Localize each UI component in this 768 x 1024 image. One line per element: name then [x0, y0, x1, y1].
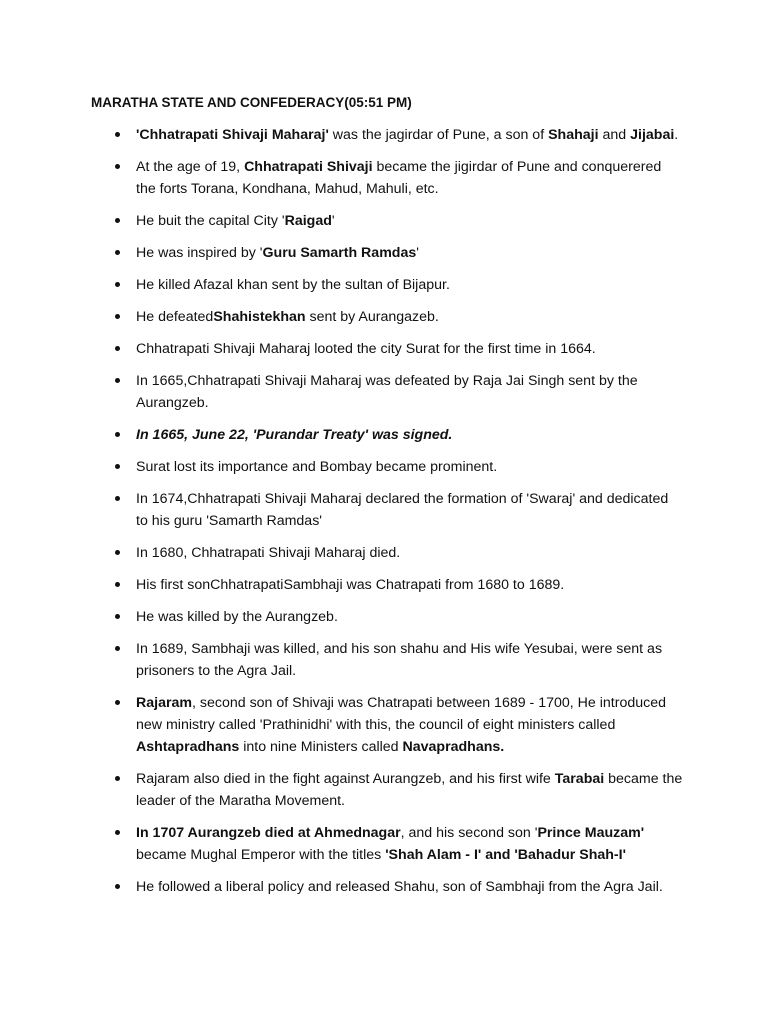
- text-span: was the jagirdar of Pune, a son of: [328, 127, 549, 143]
- text-span: He defeated: [136, 309, 214, 325]
- list-item: [136, 210, 684, 232]
- text-span: Rajaram also died in the fight against Aurangzeb, and his first wife: [136, 771, 555, 787]
- list-item: [136, 574, 684, 596]
- bold-text: Rajaram: [136, 695, 192, 711]
- text-span: became the leader of the Maratha Movement.: [136, 771, 683, 809]
- bold-text: In 1707 Aurangzeb died at Ahmednagar: [136, 825, 401, 841]
- text-span: and: [598, 127, 631, 143]
- list-item: [136, 424, 684, 446]
- text-span: ': [331, 213, 335, 229]
- text-span: .: [674, 127, 679, 143]
- list-item: [136, 456, 684, 478]
- text-span: Surat lost its importance and Bombay became prominent.: [136, 459, 498, 475]
- list-item: [136, 542, 684, 564]
- text-span: In 1665,Chhatrapati Shivaji Maharaj was defeated by Raja Jai Singh sent by the Aurangzeb.: [136, 373, 638, 411]
- bold-text: Tarabai: [554, 771, 605, 787]
- text-span: In 1665, June 22, 'Purandar Treaty' was signed.: [136, 427, 453, 443]
- bold-text: Ashtapradhans: [136, 739, 240, 755]
- bold-text: Jijabai: [630, 127, 675, 143]
- text-span: Chhatrapati Shivaji Maharaj looted the city Surat for the first time in 1664.: [136, 341, 596, 357]
- list-item: [136, 822, 684, 866]
- bold-text: Navapradhans.: [402, 739, 505, 755]
- bold-text: Shahistekhan: [213, 309, 306, 325]
- text-span: In 1680, Chhatrapati Shivaji Maharaj died.: [136, 545, 401, 561]
- list-item: [136, 242, 684, 264]
- bold-text: 'Chhatrapati Shivaji Maharaj': [136, 127, 329, 143]
- list-item: [136, 876, 684, 898]
- list-item: [136, 370, 684, 414]
- list-item: [136, 488, 684, 532]
- text-span: , and his second son ': [400, 825, 538, 841]
- list-item: [136, 692, 684, 758]
- bold-text: 'Shah Alam - I' and 'Bahadur Shah-I': [385, 847, 626, 863]
- text-span: In 1674,Chhatrapati Shivaji Maharaj declared the formation of 'Swaraj' and dedicated to his guru 'Samarth Ramdas': [136, 491, 669, 529]
- list-item: [136, 768, 684, 812]
- notes-list: [136, 124, 684, 908]
- text-span: At the age of 19,: [136, 159, 245, 175]
- text-span: ': [416, 245, 419, 261]
- text-span: He killed Afazal khan sent by the sultan of Bijapur.: [136, 277, 450, 293]
- list-item: [136, 156, 684, 200]
- text-span: sent by Aurangazeb.: [305, 309, 439, 325]
- text-span: In 1689, Sambhaji was killed, and his son shahu and His wife Yesubai, were sent as prisoners to the Agra Jail.: [136, 641, 663, 679]
- text-span: He followed a liberal policy and released Shahu, son of Sambhaji from the Agra Jail.: [136, 879, 663, 895]
- text-span: became Mughal Emperor with the titles: [136, 847, 386, 863]
- list-item: [136, 638, 684, 682]
- text-span: He buit the capital City ': [136, 213, 285, 229]
- page-title: MARATHA STATE AND CONFEDERACY(05:51 PM): [91, 95, 412, 110]
- bold-text: Guru Samarth Ramdas: [262, 245, 417, 261]
- bold-text: Chhatrapati Shivaji: [244, 159, 373, 175]
- bold-text: Raigad: [284, 213, 332, 229]
- list-item: [136, 124, 684, 146]
- list-item: [136, 338, 684, 360]
- text-span: became the jigirdar of Pune and conquerered the forts Torana, Kondhana, Mahud, Mahuli, etc.: [136, 159, 662, 197]
- list-item: [136, 606, 684, 628]
- text-span: into nine Ministers called: [239, 739, 403, 755]
- list-item: [136, 274, 684, 296]
- text-span: His first sonChhatrapatiSambhaji was Chatrapati from 1680 to 1689.: [136, 577, 565, 593]
- bold-text: Shahaji: [548, 127, 599, 143]
- text-span: He was killed by the Aurangzeb.: [136, 609, 338, 625]
- bold-text: Prince Mauzam': [537, 825, 645, 841]
- text-span: , second son of Shivaji was Chatrapati between 1689 - 1700, He introduced new ministry called 'Prathinidhi' with this, the council of eight ministers called: [136, 695, 666, 733]
- list-item: [136, 306, 684, 328]
- text-span: He was inspired by ': [136, 245, 263, 261]
